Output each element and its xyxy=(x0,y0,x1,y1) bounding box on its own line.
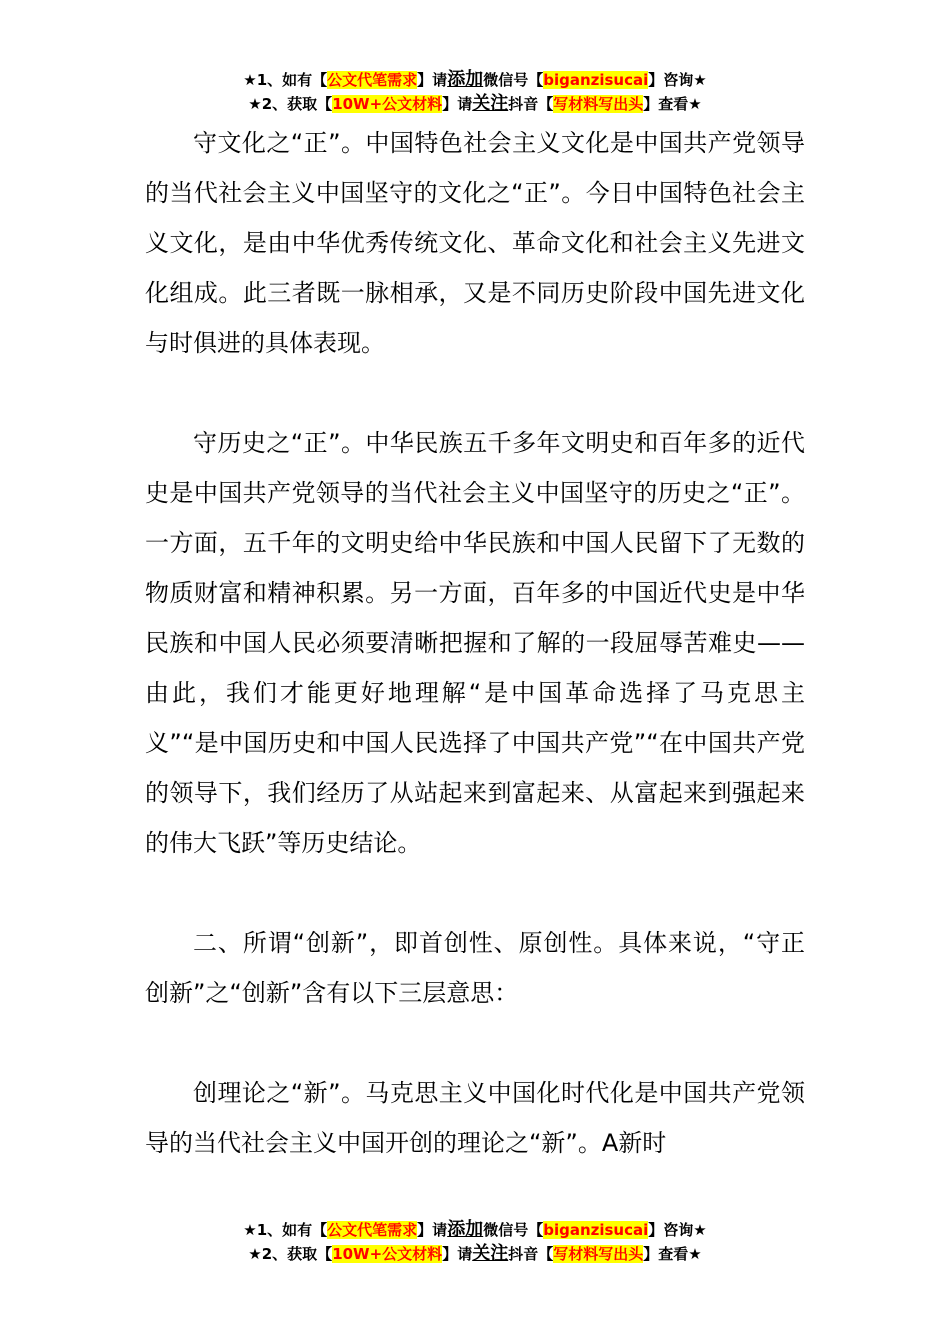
banner-highlight: 10W+公文材料 xyxy=(332,95,443,113)
banner-text: 】请 xyxy=(442,95,473,113)
paragraph-theory: 创理论之“新”。马克思主义中国化时代化是中国共产党领导的当代社会主义中国开创的理论之“新”。A新时 xyxy=(145,1079,805,1157)
banner-highlight: biganzisucai xyxy=(543,1221,649,1239)
banner-text: ★1、如有【 xyxy=(243,1221,328,1239)
paragraph-innovation-intro: 二、所谓“创新”，即首创性、原创性。具体来说，“守正创新”之“创新”含有以下三层意思： xyxy=(145,929,805,1007)
banner-text: 】查看★ xyxy=(643,95,702,113)
banner-emphasis: 关注 xyxy=(472,93,509,114)
banner-highlight: 写材料写出头 xyxy=(553,95,644,113)
footer-banner xyxy=(0,1218,950,1266)
banner-emphasis: 添加 xyxy=(447,1219,484,1240)
banner-text: 微信号【 xyxy=(483,1221,544,1239)
header-banner xyxy=(0,68,950,116)
banner-text: 抖音【 xyxy=(508,95,554,113)
banner-line-2 xyxy=(0,1242,950,1266)
paragraph-history: 守历史之“正”。中华民族五千多年文明史和百年多的近代史是中国共产党领导的当代社会主义中国坚守的历史之“正”。一方面，五千年的文明史给中华民族和中国人民留下了无数的物质财富和精神积累。另一方面，百年多的中国近代史是中华民族和中国人民必须要清晰把握和了解的一段屈辱苦难史——由此，我们才能更好地理解“是中国革命选择了马克思主义”“是中国历史和中国人民选择了中国共产党”“在中国共产党的领导下，我们经历了从站起来到富起来、从富起来到强起来的伟大飞跃”等历史结论。 xyxy=(145,429,805,857)
banner-line-1 xyxy=(0,68,950,92)
paragraph-culture: 守文化之“正”。中国特色社会主义文化是中国共产党领导的当代社会主义中国坚守的文化之“正”。今日中国特色社会主义文化，是由中华优秀传统文化、革命文化和社会主义先进文化组成。此三者既一脉相承，又是不同历史阶段中国先进文化与时俱进的具体表现。 xyxy=(145,129,805,357)
banner-text: ★2、获取【 xyxy=(248,95,333,113)
banner-line-2 xyxy=(0,92,950,116)
banner-text: 】咨询★ xyxy=(648,1221,707,1239)
banner-line-1 xyxy=(0,1218,950,1242)
banner-emphasis: 关注 xyxy=(472,1243,509,1264)
banner-text: ★1、如有【 xyxy=(243,71,328,89)
document-body xyxy=(145,118,805,1168)
banner-highlight: 写材料写出头 xyxy=(553,1245,644,1263)
banner-text: ★2、获取【 xyxy=(248,1245,333,1263)
banner-text: 抖音【 xyxy=(508,1245,554,1263)
banner-highlight: 公文代笔需求 xyxy=(327,1221,418,1239)
banner-text: 】请 xyxy=(442,1245,473,1263)
banner-text: 】查看★ xyxy=(643,1245,702,1263)
banner-text: 】请 xyxy=(417,1221,448,1239)
banner-text: 微信号【 xyxy=(483,71,544,89)
banner-highlight: 10W+公文材料 xyxy=(332,1245,443,1263)
banner-text: 】请 xyxy=(417,71,448,89)
banner-highlight: 公文代笔需求 xyxy=(327,71,418,89)
banner-emphasis: 添加 xyxy=(447,69,484,90)
banner-text: 】咨询★ xyxy=(648,71,707,89)
banner-highlight: biganzisucai xyxy=(543,71,649,89)
